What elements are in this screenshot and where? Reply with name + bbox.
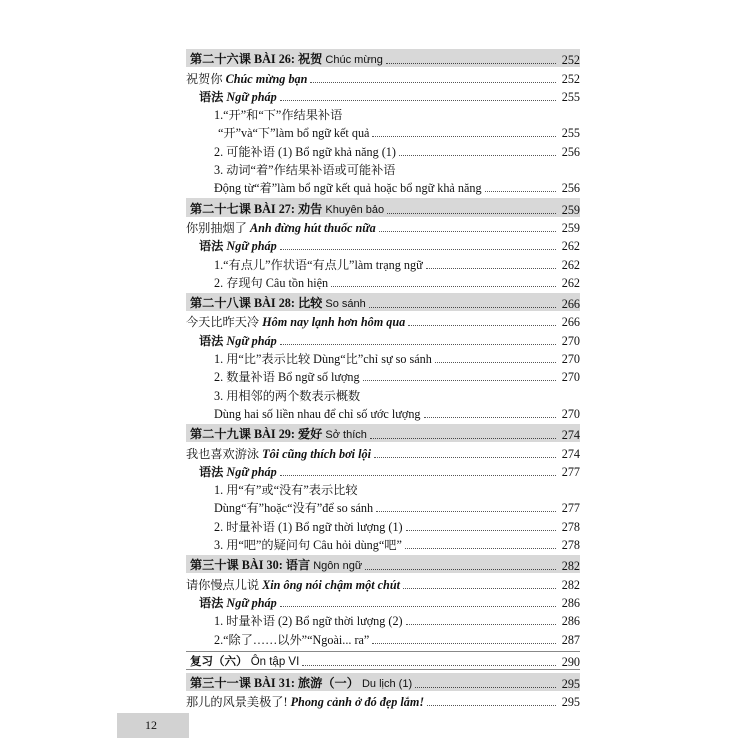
page-ref: 277	[561, 464, 580, 479]
entry-chinese: 第二十九课 BÀI 29: 爱好	[190, 427, 323, 442]
toc-entry-title	[186, 72, 310, 86]
dot-leader	[406, 530, 556, 531]
toc-entry-title	[186, 695, 427, 709]
toc-row-i1	[186, 479, 580, 497]
dot-leader	[403, 588, 556, 589]
toc-entry-title	[186, 447, 374, 461]
toc-entry-title: Dùng hai số liền nhau để chỉ số ước lượng	[214, 406, 421, 421]
page-ref: 274	[561, 446, 580, 461]
dot-leader	[405, 548, 556, 549]
dot-leader	[302, 665, 556, 666]
toc-entry-title: 2.“除了……以外”“Ngoài... ra”	[214, 632, 370, 647]
entry-chinese: 第二十八课 BÀI 28: 比较	[190, 296, 323, 311]
toc-entry-title	[186, 676, 415, 691]
page-ref: 262	[561, 275, 580, 290]
entry-chinese: 我也喜欢游泳	[186, 446, 260, 461]
toc-row-i3	[186, 403, 580, 421]
toc-entry-title: “开”và“下”làm bổ ngữ kết quả	[218, 126, 370, 141]
dot-leader	[415, 687, 556, 688]
toc-entry-title: 3. 动词“着”作结果补语或可能补语	[214, 163, 396, 178]
page-ref: 295	[561, 695, 580, 710]
toc-row-i1	[186, 272, 580, 290]
entry-chinese: 祝贺你	[186, 71, 223, 86]
toc-entry-title	[186, 465, 280, 479]
entry-vietnamese: Chúc mừng	[325, 54, 383, 67]
dot-leader	[379, 231, 556, 232]
page-ref: 266	[561, 315, 580, 330]
toc-row-lesson	[186, 573, 580, 591]
toc-row-lesson	[186, 691, 580, 709]
toc-entry-title	[186, 239, 280, 253]
toc-row-gram	[186, 329, 580, 347]
toc-row-i1	[186, 348, 580, 366]
entry-chinese: 今天比昨天冷	[186, 315, 260, 330]
dot-leader	[386, 63, 556, 64]
toc-row-i1	[186, 159, 580, 177]
dot-leader	[408, 325, 556, 326]
page-ref: 255	[561, 89, 580, 104]
entry-chinese: 语法	[199, 239, 224, 254]
entry-chinese: 语法	[199, 464, 224, 479]
page-ref: 270	[561, 352, 580, 367]
page-ref: 274	[561, 428, 580, 443]
dot-leader	[280, 249, 556, 250]
page-ref: 277	[561, 501, 580, 516]
entry-chinese: 第二十六课 BÀI 26: 祝贺	[190, 52, 323, 67]
toc-row-i1	[186, 104, 580, 122]
page-ref: 266	[561, 297, 580, 312]
toc-row-sec	[186, 555, 580, 573]
toc-row-i1	[186, 515, 580, 533]
toc-row-i3	[186, 177, 580, 195]
page-ref: 255	[561, 126, 580, 141]
entry-chinese: 你别抽烟了	[186, 220, 247, 235]
dot-leader	[363, 380, 556, 381]
dot-leader	[280, 344, 556, 345]
page-ref: 286	[561, 595, 580, 610]
toc-row-rev	[186, 651, 580, 670]
toc-entry-title: 3. 用“吧”的疑问句 Câu hỏi dùng“吧”	[214, 538, 402, 553]
toc-entry-title	[186, 296, 369, 311]
toc-entry-title: 1. 用“有”或“没有”表示比较	[214, 483, 358, 498]
toc-row-i1	[186, 384, 580, 402]
toc-row-sec	[186, 198, 580, 216]
toc-entry-title: 2. 数量补语 Bổ ngữ số lượng	[214, 370, 360, 385]
toc-entry-title: 2. 时量补语 (1) Bổ ngữ thời lượng (1)	[214, 519, 403, 534]
entry-vietnamese: Khuyên bảo	[325, 203, 385, 216]
page-ref: 262	[561, 239, 580, 254]
entry-chinese: 复习（六）	[190, 655, 248, 668]
page-ref: 290	[561, 654, 580, 669]
toc-entry-title	[186, 558, 365, 573]
page-ref: 282	[561, 559, 580, 574]
dot-leader	[310, 82, 556, 83]
dot-leader	[435, 362, 556, 363]
toc-entry-title	[186, 655, 302, 669]
page-ref: 259	[561, 220, 580, 235]
entry-chinese: 语法	[199, 89, 224, 104]
entry-vietnamese: Chúc mừng bạn	[225, 71, 308, 86]
toc-row-i1	[186, 610, 580, 628]
dot-leader	[365, 569, 556, 570]
page-ref: 286	[561, 614, 580, 629]
toc-entry-title: 1. 用“比”表示比较 Dùng“比”chỉ sự so sánh	[214, 352, 432, 367]
dot-leader	[426, 268, 556, 269]
table-of-contents	[186, 49, 580, 709]
entry-vietnamese: Ngôn ngữ	[313, 560, 363, 573]
toc-row-lesson	[186, 442, 580, 460]
entry-vietnamese: Ngữ pháp	[226, 595, 277, 610]
entry-vietnamese: Ngữ pháp	[226, 333, 277, 348]
toc-entry-title	[186, 221, 379, 235]
page-ref: 262	[561, 257, 580, 272]
dot-leader	[424, 417, 556, 418]
dot-leader	[399, 155, 556, 156]
entry-vietnamese: Xin ông nói chậm một chút	[262, 577, 400, 592]
entry-vietnamese: Hôm nay lạnh hơn hôm qua	[262, 315, 406, 330]
dot-leader	[280, 606, 556, 607]
toc-entry-title: Dùng“有”hoặc“没有”để so sánh	[214, 501, 374, 516]
dot-leader	[376, 511, 556, 512]
toc-entry-title	[186, 596, 280, 610]
toc-entry-title: 3. 用相邻的两个数表示概数	[214, 388, 361, 403]
entry-vietnamese: Anh đừng hút thuốc nữa	[249, 220, 376, 235]
entry-chinese: 语法	[199, 595, 224, 610]
page-ref: 270	[561, 370, 580, 385]
dot-leader	[485, 191, 556, 192]
toc-entry-title	[186, 202, 387, 217]
entry-vietnamese: Tôi cũng thích bơi lội	[262, 446, 371, 461]
page-ref: 278	[561, 538, 580, 553]
entry-vietnamese: Du lịch (1)	[361, 677, 413, 690]
toc-row-gram	[186, 86, 580, 104]
page-ref: 270	[561, 333, 580, 348]
toc-row-sec	[186, 49, 580, 67]
entry-chinese: 第三十一课 BÀI 31: 旅游（一）	[190, 675, 359, 690]
entry-chinese: 第三十课 BÀI 30: 语言	[190, 558, 311, 573]
dot-leader	[372, 136, 556, 137]
entry-vietnamese: Ngữ pháp	[226, 239, 277, 254]
toc-row-sec	[186, 424, 580, 442]
dot-leader	[387, 213, 556, 214]
entry-vietnamese: Ngữ pháp	[226, 89, 277, 104]
dot-leader	[406, 624, 556, 625]
toc-row-sec	[186, 673, 580, 691]
toc-row-lesson	[186, 67, 580, 85]
dot-leader	[369, 307, 556, 308]
page-ref: 252	[561, 53, 580, 68]
toc-row-lesson	[186, 217, 580, 235]
toc-row-i2	[186, 122, 580, 140]
toc-entry-title	[186, 427, 370, 442]
dot-leader	[427, 705, 556, 706]
toc-row-i1	[186, 534, 580, 552]
dot-leader	[331, 286, 556, 287]
page-ref: 282	[561, 577, 580, 592]
dot-leader	[372, 643, 556, 644]
entry-vietnamese: Ôn tập VI	[250, 655, 300, 668]
toc-entry-title: 1. 时量补语 (2) Bổ ngữ thời lượng (2)	[214, 614, 403, 629]
entry-chinese: 语法	[199, 333, 224, 348]
entry-vietnamese: So sánh	[325, 298, 366, 311]
entry-vietnamese: Phong cảnh ở đó đẹp lắm!	[290, 695, 425, 710]
toc-entry-title: 1.“开”和“下”作结果补语	[214, 108, 343, 123]
page-ref: 259	[561, 202, 580, 217]
entry-chinese: 第二十七课 BÀI 27: 劝告	[190, 201, 323, 216]
toc-row-lesson	[186, 311, 580, 329]
entry-chinese: 那儿的风景美极了!	[186, 695, 288, 710]
page-ref: 287	[561, 632, 580, 647]
page-ref: 295	[561, 676, 580, 691]
toc-row-i1	[186, 628, 580, 646]
page-ref: 252	[561, 71, 580, 86]
toc-entry-title	[186, 334, 280, 348]
toc-entry-title: Động từ“着”làm bổ ngữ kết quả hoặc bổ ngữ khả năng	[214, 181, 482, 196]
page-ref: 278	[561, 519, 580, 534]
page-number: 12	[117, 713, 189, 738]
toc-entry-title	[186, 578, 403, 592]
toc-row-gram	[186, 592, 580, 610]
toc-entry-title: 1.“有点儿”作状语“有点儿”làm trạng ngữ	[214, 257, 423, 272]
entry-vietnamese: Sở thích	[325, 429, 367, 442]
page-ref: 256	[561, 181, 580, 196]
toc-row-sec	[186, 293, 580, 311]
toc-row-i3	[186, 497, 580, 515]
dot-leader	[370, 438, 556, 439]
entry-chinese: 请你慢点儿说	[186, 577, 260, 592]
dot-leader	[280, 475, 556, 476]
toc-row-i1	[186, 140, 580, 158]
dot-leader	[374, 457, 556, 458]
toc-row-gram	[186, 461, 580, 479]
toc-entry-title	[186, 90, 280, 104]
dot-leader	[280, 100, 556, 101]
toc-entry-title: 2. 存现句 Câu tồn hiện	[214, 275, 329, 290]
page-ref: 270	[561, 406, 580, 421]
toc-row-i1	[186, 253, 580, 271]
toc-entry-title: 2. 可能补语 (1) Bổ ngữ khả năng (1)	[214, 144, 396, 159]
toc-row-i1	[186, 366, 580, 384]
toc-entry-title	[186, 315, 408, 329]
entry-vietnamese: Ngữ pháp	[226, 464, 277, 479]
toc-row-gram	[186, 235, 580, 253]
page-ref: 256	[561, 144, 580, 159]
toc-entry-title	[186, 52, 386, 67]
